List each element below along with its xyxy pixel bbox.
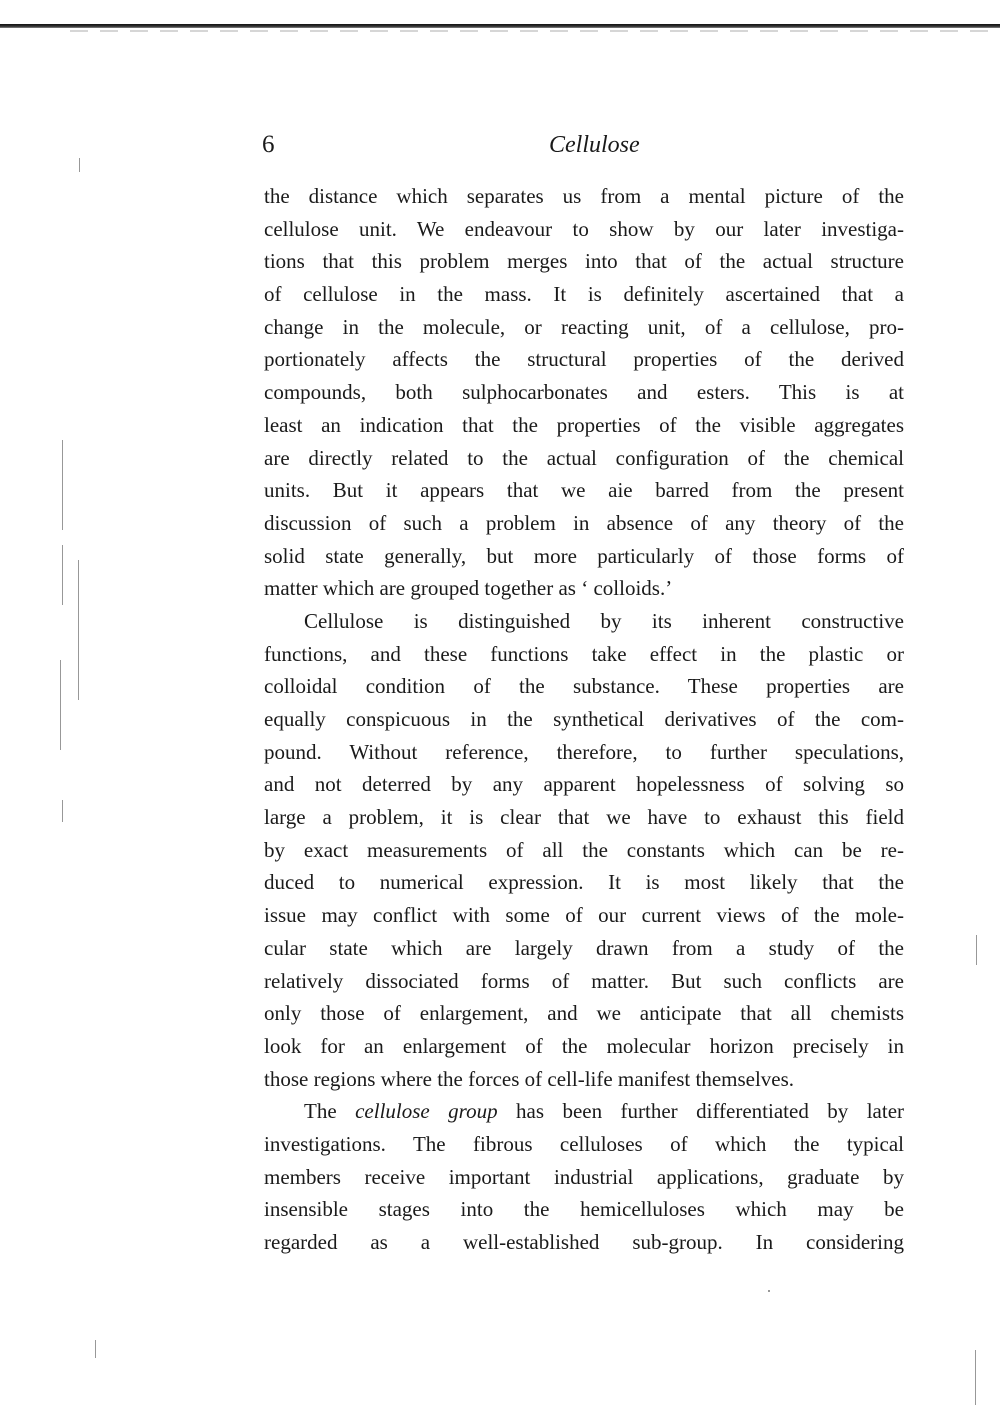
text-line: Cellulose is distinguished by its inherent constructive (304, 608, 904, 633)
text-line: of cellulose in the mass. It is definitely ascertained that a (264, 282, 904, 307)
italic-term: cellulose group (355, 1099, 498, 1124)
text-line: large a problem, it is clear that we have to exhaust this field (264, 805, 904, 830)
text-line: look for an enlargement of the molecular horizon precisely in (264, 1033, 904, 1058)
text-line: and not deterred by any apparent hopelessness of solving so (264, 772, 904, 797)
scan-speck (60, 660, 61, 750)
text-line: colloidal condition of the substance. These properties are (264, 674, 904, 699)
text-line: portionately affects the structural properties of the derived (264, 347, 904, 372)
text-line: investigations. The fibrous celluloses of which the typical (264, 1131, 904, 1156)
text-line: cellulose unit. We endeavour to show by our later investiga- (264, 216, 904, 241)
text-line: functions, and these functions take effect in the plastic or (264, 641, 904, 666)
text-line: duced to numerical expression. It is most likely that the (264, 870, 904, 895)
text-line: only those of enlargement, and we anticipate that all chemists (264, 1001, 904, 1026)
text-line: members receive important industrial applications, graduate by (264, 1164, 904, 1189)
text-line: cular state which are largely drawn from a study of the (264, 935, 904, 960)
text-line: issue may conflict with some of our current views of the mole- (264, 903, 904, 928)
text-line: The cellulose group has been further differentiated by later (304, 1099, 904, 1124)
text-line: least an indication that the properties of the visible aggregates (264, 412, 904, 437)
text-line: discussion of such a problem in absence of any theory of the (264, 510, 904, 535)
scan-speck (975, 1350, 976, 1405)
text-line: matter which are grouped together as ‘ colloids.’ (264, 576, 673, 601)
scan-speck (62, 800, 63, 822)
text-line: relatively dissociated forms of matter. But such conflicts are (264, 968, 904, 993)
text-line: compounds, both sulphocarbonates and esters. This is at (264, 380, 904, 405)
scan-speck (78, 560, 79, 700)
text-line: equally conspicuous in the synthetical derivatives of the com- (264, 707, 904, 731)
scan-speck (62, 440, 63, 530)
text-line: units. But it appears that we aie barred from the present (264, 478, 904, 503)
page-number: 6 (262, 131, 275, 158)
scan-speck (768, 1290, 770, 1292)
scan-speck (95, 1340, 96, 1358)
running-title: Cellulose (549, 132, 640, 158)
text-line: are directly related to the actual configuration of the chemical (264, 445, 904, 470)
body-text (264, 180, 904, 1259)
text-line: change in the molecule, or reacting unit, of a cellulose, pro- (264, 314, 904, 339)
scan-speck (62, 545, 63, 605)
text-line: pound. Without reference, therefore, to further speculations, (264, 739, 904, 764)
text-line: regarded as a well-established sub-group. In considering (264, 1230, 904, 1254)
text-line: those regions where the forces of cell-life manifest themselves. (264, 1066, 795, 1091)
scan-speck (976, 935, 977, 965)
scan-speck (79, 158, 80, 172)
text-line: tions that this problem merges into that of the actual structure (264, 249, 904, 274)
scan-top-edge-noise (70, 30, 1000, 32)
text-line: the distance which separates us from a mental picture of the (264, 184, 904, 208)
text-line: solid state generally, but more particularly of those forms of (264, 543, 904, 568)
text-line: by exact measurements of all the constants which can be re- (264, 837, 904, 862)
text-line: insensible stages into the hemicelluloses which may be (264, 1197, 904, 1222)
scan-top-edge (0, 24, 1000, 28)
